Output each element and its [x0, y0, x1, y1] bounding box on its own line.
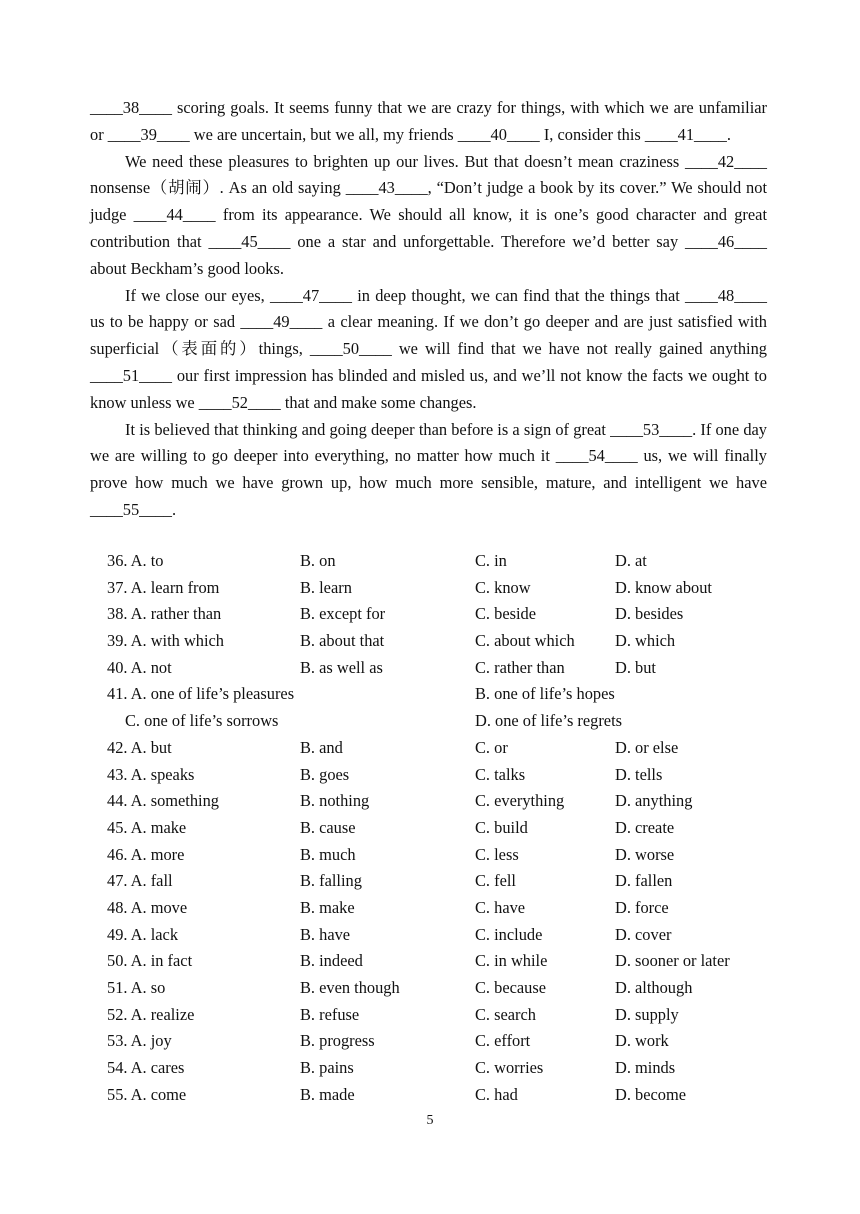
option-d: D. work	[615, 1031, 669, 1051]
option-a: 39. A. with which	[107, 631, 225, 651]
option-b: B. progress	[300, 1031, 375, 1051]
option-d: D. one of life’s regrets	[475, 711, 623, 731]
option-d: D. sooner or later	[615, 951, 730, 971]
option-row	[0, 735, 860, 762]
option-c: C. worries	[475, 1058, 544, 1078]
option-c: C. search	[475, 1004, 536, 1024]
option-a: 50. A. in fact	[107, 951, 193, 971]
option-row	[0, 1082, 860, 1109]
option-row	[0, 1002, 860, 1029]
option-c: C. because	[475, 978, 546, 997]
option-a: 42. A. but	[107, 737, 172, 757]
option-d: D. at	[615, 551, 647, 570]
option-row	[0, 575, 860, 602]
option-a: 52. A. realize	[107, 1004, 195, 1024]
option-row	[0, 1055, 860, 1082]
option-d: D. know about	[615, 577, 712, 597]
option-b: B. pains	[300, 1058, 354, 1078]
option-row	[0, 1028, 860, 1055]
option-row	[0, 655, 860, 682]
option-row	[0, 815, 860, 842]
option-d: D. besides	[615, 604, 684, 624]
option-a: 36. A. to	[107, 551, 164, 570]
option-b: B. made	[300, 1084, 355, 1104]
option-c: C. or	[475, 737, 508, 757]
option-a: 49. A. lack	[107, 924, 179, 944]
option-a: 51. A. so	[107, 978, 166, 997]
option-c: C. in while	[475, 951, 548, 971]
option-d: D. minds	[615, 1058, 676, 1078]
option-a: 45. A. make	[107, 817, 187, 837]
option-c: C. about which	[475, 631, 575, 651]
option-b: B. indeed	[300, 951, 363, 971]
answer-options	[0, 548, 860, 1108]
option-d: D. fallen	[615, 871, 673, 891]
option-b: B. make	[300, 897, 355, 917]
option-b: B. about that	[300, 631, 385, 651]
option-c: C. rather than	[475, 657, 565, 677]
option-row	[0, 601, 860, 628]
option-b: B. goes	[300, 764, 350, 784]
option-row	[0, 975, 860, 1002]
option-b: B. and	[300, 737, 343, 757]
option-d: D. create	[615, 817, 675, 837]
option-c: C. have	[475, 897, 526, 917]
option-d: D. although	[615, 978, 693, 997]
passage-paragraph: If we close our eyes, ____47____ in deep thought, we can find that the things that ____48____ us to be happy or sad ____49____ a clear meaning. If we don’t go deeper and are just satisfied with superficial（表面的）things, ____50____ we will find that we have not really gained anything ____51____ our first impression has blinded and misled us, and we’ll not know the facts we ought to know unless we ____52____ that and make some changes.	[90, 285, 767, 412]
option-d: D. tells	[615, 764, 663, 784]
option-d: D. worse	[615, 844, 675, 864]
option-b: B. even though	[300, 978, 400, 997]
page-number: 5	[426, 1113, 434, 1128]
option-a: 44. A. something	[107, 791, 220, 811]
option-a: 38. A. rather than	[107, 604, 222, 624]
option-c: C. build	[475, 817, 528, 837]
option-b: B. learn	[300, 577, 352, 597]
option-c: C. everything	[475, 791, 565, 811]
option-row	[0, 681, 860, 708]
option-a: 43. A. speaks	[107, 764, 195, 784]
option-c: C. know	[475, 577, 531, 597]
option-a: 40. A. not	[107, 657, 172, 677]
passage-paragraph: ____38____ scoring goals. It seems funny that we are crazy for things, with which we are unfamiliar or ____39____ we are uncertain, but we all, my friends ____40____ I, consider this ____41____.	[90, 98, 767, 144]
option-d: D. which	[615, 631, 676, 651]
option-row	[0, 762, 860, 789]
option-d: D. anything	[615, 791, 693, 811]
option-row	[0, 895, 860, 922]
option-c: C. one of life’s sorrows	[125, 711, 279, 731]
option-c: C. in	[475, 551, 507, 570]
option-a: 47. A. fall	[107, 871, 173, 891]
option-row	[0, 842, 860, 869]
option-c: C. fell	[475, 871, 516, 891]
option-d: D. but	[615, 657, 656, 677]
option-b: B. falling	[300, 871, 362, 891]
option-d: D. cover	[615, 924, 672, 944]
option-a: 54. A. cares	[107, 1058, 185, 1078]
option-a: 53. A. joy	[107, 1031, 172, 1051]
option-d: D. supply	[615, 1004, 679, 1024]
option-row	[0, 948, 860, 975]
option-c: C. beside	[475, 604, 537, 624]
option-row	[0, 868, 860, 895]
option-a: 48. A. move	[107, 897, 188, 917]
option-b: B. have	[300, 924, 351, 944]
option-b: B. nothing	[300, 791, 370, 811]
option-a: 55. A. come	[107, 1084, 187, 1104]
option-row	[0, 548, 860, 575]
passage-paragraph: It is believed that thinking and going deeper than before is a sign of great ____53____. If one day we are willing to go deeper into everything, no matter how much it ____54____ us, we will finally prove how much we have grown up, how much more sensible, mature, and intelligent we have ____55____.	[90, 419, 767, 519]
cloze-passage	[90, 95, 767, 524]
passage-paragraph: We need these pleasures to brighten up our lives. But that doesn’t mean craziness ____42____ nonsense（胡闹）. As an old saying ____43____, “Don’t judge a book by its cover.” We should not judge ____44____ from its appearance. We should all know, it is one’s good character and great contribution that ____45____ one a star and unforgettable. Therefore we’d better say ____46____ about Beckham’s good looks.	[90, 151, 767, 278]
option-b: B. refuse	[300, 1004, 360, 1024]
option-b: B. one of life’s hopes	[475, 684, 615, 704]
option-b: B. except for	[300, 604, 386, 624]
option-d: D. or else	[615, 737, 679, 757]
option-a: 37. A. learn from	[107, 577, 220, 597]
option-row	[0, 788, 860, 815]
option-d: D. become	[615, 1084, 686, 1104]
option-c: C. talks	[475, 764, 526, 784]
option-c: C. effort	[475, 1031, 531, 1051]
option-a: 41. A. one of life’s pleasures	[107, 684, 295, 704]
option-b: B. cause	[300, 817, 356, 837]
option-a: 46. A. more	[107, 844, 185, 864]
option-b: B. as well as	[300, 657, 383, 677]
option-d: D. force	[615, 897, 669, 917]
option-b: B. on	[300, 551, 336, 570]
option-row	[0, 922, 860, 949]
option-c: C. had	[475, 1084, 518, 1104]
option-row	[0, 708, 860, 735]
option-c: C. less	[475, 844, 519, 864]
option-c: C. include	[475, 924, 543, 944]
option-row	[0, 628, 860, 655]
option-b: B. much	[300, 844, 356, 864]
